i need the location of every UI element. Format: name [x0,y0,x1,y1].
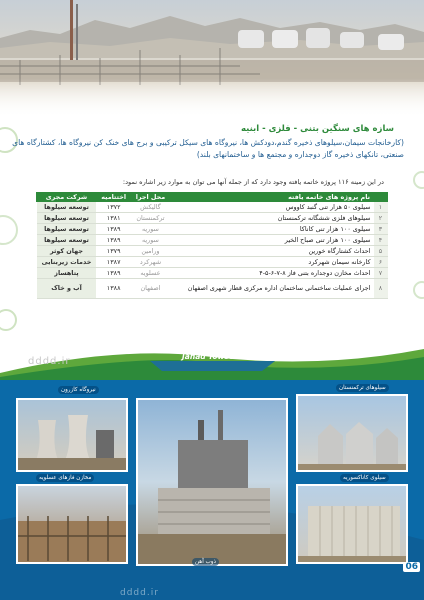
location-cell: سوریه [131,235,170,246]
location-cell: گالیکش [131,202,170,213]
company-cell: آب و خاک [37,279,97,299]
table-row [37,224,388,235]
company-cell: توسعه سیلوها [37,224,97,235]
location-cell: ورامین [131,246,170,257]
right-decoration [412,120,424,345]
bottom-watermark: dddd.ir [120,588,159,598]
row-number: ۵ [374,246,388,257]
table-row [37,213,388,224]
year-cell: ۱۳۸۹ [96,235,130,246]
row-number: ۷ [374,268,388,279]
caption-kazerun: نیروگاه کازرون [58,386,99,394]
project-name-cell: سیلوی ۱۰۰ هزار تنی صباح الخیر [170,235,373,246]
hero-photo-industrial-plant [0,0,424,118]
table-row [37,235,388,246]
location-cell: اصفهان [131,279,170,299]
projects-table [36,192,388,299]
company-cell: توسعه سیلوها [37,202,97,213]
brand-name: Jahad Towseh Holding [182,352,275,361]
location-cell: ترکمنستان [131,213,170,224]
caption-asaluyeh: مخازن فازهای عسلویه [36,474,94,482]
project-name-cell: سیلوهای فلزی ششگانه ترکمنستان [170,213,373,224]
company-cell: جهان کوثر [37,246,97,257]
header-num [374,193,388,202]
photo-kazerun-power-plant [16,398,128,472]
intro-text: در این زمینه ۱۱۶ پروژه خاتمه یافته وجود دارد که از جمله آنها می توان به موارد زیر اشاره نمود: [122,178,384,186]
location-cell: شهرکرد [131,257,170,268]
photo-kanaka-silo [296,484,408,564]
company-cell: توسعه سیلوها [37,213,97,224]
location-cell: سوریه [131,224,170,235]
section-title: سازه های سنگین بتنی - فلزی - ابنیه [240,124,394,134]
photo-turkmenistan-silos [296,394,408,472]
year-cell: ۱۳۷۲ [96,202,130,213]
table-row [37,268,388,279]
row-number: ۳ [374,224,388,235]
year-cell: ۱۳۸۸ [96,279,130,299]
row-number: ۶ [374,257,388,268]
header-year: اختتامیه [96,193,130,202]
header-location: محل اجرا [131,193,170,202]
photo-asaluyeh-tanks [16,484,128,564]
year-cell: ۱۳۸۹ [96,268,130,279]
table-row [37,279,388,299]
table-row [37,202,388,213]
page-number: 06 [405,562,418,572]
photo-zob-ahan-steel [136,398,288,566]
year-cell: ۱۳۸۱ [96,213,130,224]
row-number: ۴ [374,235,388,246]
project-name-cell: سیلوی ۱۰۰ هزار تنی کاناکا [170,224,373,235]
row-number: ۲ [374,213,388,224]
caption-turkmenistan: سیلوهای ترکمنستان [336,384,389,392]
row-number: ۱ [374,202,388,213]
company-cell: خدمات زیربنایی [37,257,97,268]
photo-gallery [0,380,424,600]
header-company: شرکت مجری [37,193,97,202]
year-cell: ۱۳۸۹ [96,224,130,235]
location-cell: عسلویه [131,268,170,279]
caption-zob-ahan: ذوب آهن [192,558,219,566]
project-name-cell: کارخانه سیمان شهرکرد [170,257,373,268]
table-row [37,246,388,257]
row-number: ۸ [374,279,388,299]
header-project-name: نام پروژه های خاتمه یافته [170,193,373,202]
caption-kanaka: سیلوی کاناکسوریه [340,474,389,482]
year-cell: ۱۳۷۹ [96,246,130,257]
year-cell: ۱۳۸۷ [96,257,130,268]
company-cell: پتاهساز [37,268,97,279]
section-description: (کارخانجات سیمان،سیلوهای ذخیره گندم،دودکش ها، نیروگاه های سیکل ترکیبی و برج های خنک کن نیروگاه ها، کشتارگاه های صنعتی، تانکهای ذخیره گاز دوجداره و مجتمع ها و ساختمانهای بلند) [12,138,404,159]
project-name-cell: سیلوی ۵۰ هزار تنی گنبد کاووس [170,202,373,213]
project-name-cell: احداث مخازن دوجداره بتنی فاز ۸-۷-۶-۵-۴ [170,268,373,279]
project-name-cell: اجرای عملیات ساختمانی ساختمان اداره مرکزی قطار شهری اصفهان [170,279,373,299]
table-header-row [37,193,388,202]
project-name-cell: احداث کشتارگاه خورین [170,246,373,257]
table-row [37,257,388,268]
watermark: dddd.ir [28,356,71,367]
company-cell: توسعه سیلوها [37,235,97,246]
